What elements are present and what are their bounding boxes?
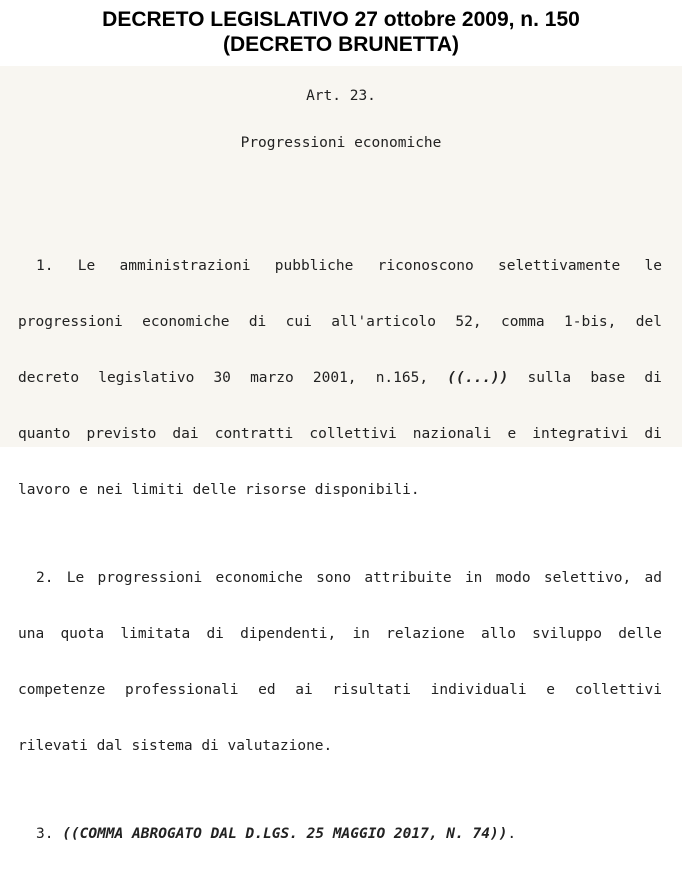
comma-1-line-2 xyxy=(18,310,662,334)
word: quanto xyxy=(18,426,71,442)
word: 2001, xyxy=(312,370,357,386)
word: competenze xyxy=(18,682,106,698)
word: all'articolo xyxy=(331,314,437,330)
comma-2-line-4 xyxy=(18,734,662,758)
word: delle xyxy=(618,626,662,642)
comma-2-line-3 xyxy=(18,678,662,702)
word: sono xyxy=(316,570,352,586)
word: 30 xyxy=(213,370,231,386)
word: di xyxy=(248,314,267,330)
comma-1-line-3 xyxy=(18,366,662,390)
word: previsto xyxy=(86,426,157,442)
word: dai xyxy=(172,426,199,442)
word: 52, xyxy=(455,314,482,330)
word: in xyxy=(464,570,483,586)
text-line: rilevati dal sistema di valutazione. xyxy=(18,738,333,754)
word: cui xyxy=(285,314,312,330)
word: modo xyxy=(495,570,531,586)
word: una xyxy=(18,626,45,642)
word: Le xyxy=(77,258,96,274)
word: relazione xyxy=(386,626,465,642)
comma-1-line-4 xyxy=(18,422,662,446)
document-title-line1: DECRETO LEGISLATIVO 27 ottobre 2009, n. 150 xyxy=(102,8,580,31)
word: 1. xyxy=(36,258,54,274)
word: attribuite xyxy=(364,570,452,586)
word: amministrazioni xyxy=(119,258,251,274)
document-header xyxy=(0,0,682,66)
word: professionali xyxy=(124,682,239,698)
word: comma xyxy=(500,314,545,330)
article-text xyxy=(18,206,662,878)
article-number: Art. 23. xyxy=(306,88,376,104)
document-title-line2: (DECRETO BRUNETTA) xyxy=(222,33,460,56)
comma-1-line-1 xyxy=(18,254,662,278)
word: base xyxy=(590,370,626,386)
word: economiche xyxy=(142,314,230,330)
word: e xyxy=(546,682,556,698)
word: collettivi xyxy=(574,682,662,698)
word: sulla xyxy=(527,370,572,386)
word: progressioni xyxy=(18,314,123,330)
word: selettivo, xyxy=(543,570,632,586)
word: ad xyxy=(644,570,662,586)
word: selettivamente xyxy=(497,258,621,274)
article-title: Progressioni economiche xyxy=(240,135,442,151)
word: ed xyxy=(258,682,276,698)
comma-3-line-1 xyxy=(18,822,662,846)
word: di xyxy=(644,370,662,386)
word: sviluppo xyxy=(532,626,603,642)
word: individuali xyxy=(430,682,527,698)
word: integrativi xyxy=(532,426,629,442)
word: risultati xyxy=(332,682,411,698)
word: allo xyxy=(481,626,516,642)
comma-1-line-5 xyxy=(18,478,662,502)
word: contratti xyxy=(214,426,294,442)
word: le xyxy=(644,258,662,274)
word: di xyxy=(206,626,224,642)
comma-3-number: 3. xyxy=(36,826,54,842)
word: di xyxy=(644,426,662,442)
word: marzo xyxy=(250,370,294,386)
word: riconoscono xyxy=(377,258,474,274)
omission-marker: ((...)) xyxy=(447,370,509,386)
word: collettivi xyxy=(309,426,397,442)
comma-2-line-1 xyxy=(18,566,662,590)
word: economiche xyxy=(215,570,303,586)
comma-2-line-2 xyxy=(18,622,662,646)
word: quota xyxy=(60,626,105,642)
word: decreto xyxy=(18,370,80,386)
word: limitata xyxy=(120,626,191,642)
word: progressioni xyxy=(97,570,203,586)
article-body xyxy=(0,66,682,842)
word: ai xyxy=(295,682,313,698)
word: 1-bis, xyxy=(564,314,617,330)
word: dipendenti, xyxy=(240,626,337,642)
word: nazionali xyxy=(412,426,492,442)
word: del xyxy=(635,314,662,330)
word: pubbliche xyxy=(274,258,354,274)
word: n.165, xyxy=(375,370,429,386)
word: e xyxy=(507,426,517,442)
word: legislativo xyxy=(98,370,195,386)
word: in xyxy=(352,626,370,642)
punctuation: . xyxy=(507,826,517,842)
text-line: lavoro e nei limiti delle risorse disponibili. xyxy=(18,482,420,498)
repealed-clause-note: ((COMMA ABROGATO DAL D.LGS. 25 MAGGIO 2017, N. 74)) xyxy=(62,826,508,842)
word: Le xyxy=(66,570,85,586)
word: 2. xyxy=(36,570,54,586)
